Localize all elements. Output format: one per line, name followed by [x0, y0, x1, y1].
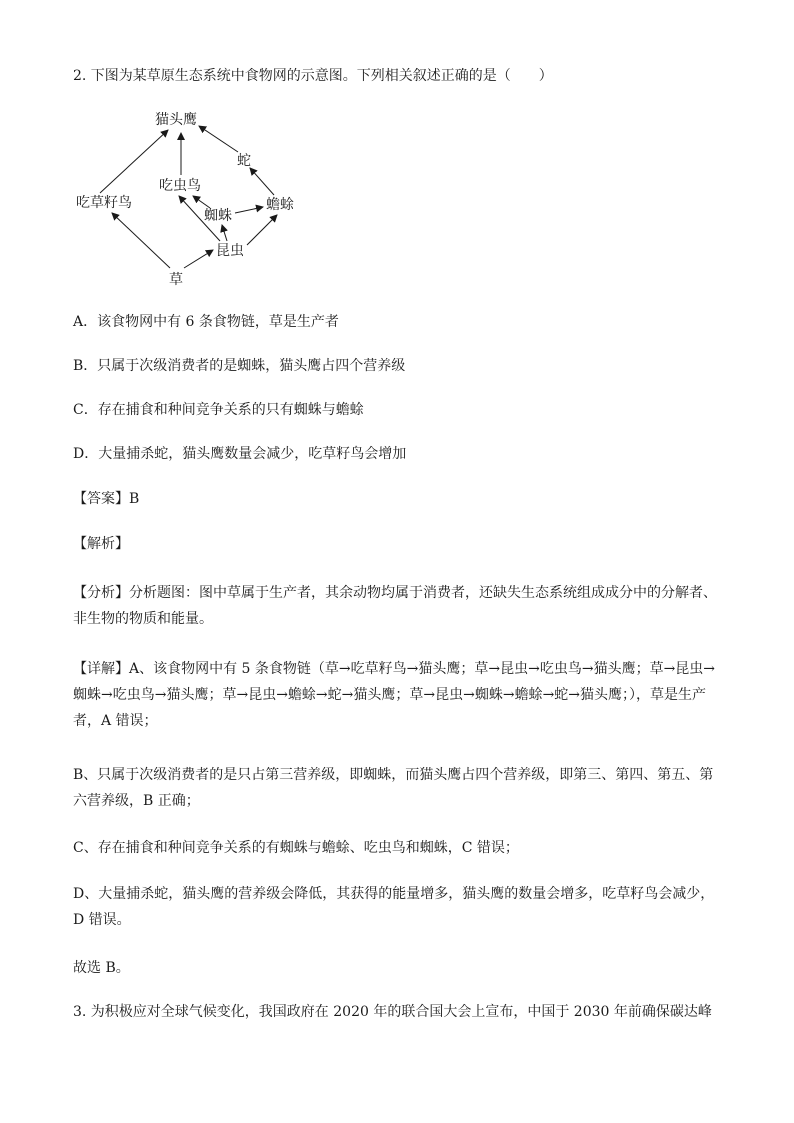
node-insect-bird: 吃虫鸟: [159, 178, 201, 194]
food-web-diagram: [70, 108, 330, 293]
question-3-stem: 3. 为积极应对全球气候变化，我国政府在 2020 年的联合国大会上宣布，中国于 2030 年前确保碳达峰: [73, 1004, 712, 1020]
arrow-grass-to-insect: [184, 250, 213, 268]
node-insect: 昆虫: [216, 243, 244, 259]
arrow-spider-to-insect-bird: [193, 196, 210, 208]
analysis-paragraph: 【分析】分析题图：图中草属于生产者，其余动物均属于消费者，还缺失生态系统组成成分中的分解者、非生物的物质和能量。: [73, 585, 717, 627]
arrow-snake-to-owl: [199, 126, 238, 152]
node-toad: 蟾蜍: [266, 197, 294, 213]
arrow-insect-to-spider: [222, 225, 227, 241]
option-a: A．该食物网中有 6 条食物链，草是生产者: [73, 314, 339, 330]
detail-a: 【详解】A、该食物网中有 5 条食物链（草→吃草籽鸟→猫头鹰；草→昆虫→吃虫鸟→猫头鹰；草→昆虫→蜘蛛→吃虫鸟→猫头鹰；草→昆虫→蟾蜍→蛇→猫头鹰；草→昆虫→蜘蛛→蟾蜍→蛇→猫头鹰；），草是生产者，A 错误；: [73, 661, 716, 729]
conclusion: 故选 B。: [73, 960, 130, 976]
arrow-grass-to-seed-bird: [112, 213, 170, 268]
option-d: D．大量捕杀蛇，猫头鹰数量会减少，吃草籽鸟会增加: [73, 446, 407, 462]
detail-c: C、存在捕食和种间竞争关系的有蜘蛛与蟾蜍、吃虫鸟和蜘蛛，C 错误；: [73, 840, 519, 856]
option-c: C．存在捕食和种间竞争关系的只有蜘蛛与蟾蜍: [73, 402, 364, 418]
question-2-stem: 2. 下图为某草原生态系统中食物网的示意图。下列相关叙述正确的是（ ）: [73, 68, 553, 84]
node-spider: 蜘蛛: [204, 208, 232, 224]
node-seed-bird: 吃草籽鸟: [76, 195, 132, 211]
node-owl: 猫头鹰: [155, 112, 197, 128]
arrow-seed-bird-to-owl: [100, 130, 168, 193]
node-snake: 蛇: [237, 153, 251, 169]
node-grass: 草: [169, 272, 183, 288]
option-b: B．只属于次级消费者的是蜘蛛，猫头鹰占四个营养级: [73, 358, 406, 374]
arrow-toad-to-snake: [250, 168, 274, 195]
detail-b: B、只属于次级消费者的是只占第三营养级，即蜘蛛，而猫头鹰占四个营养级，即第三、第四、第五、第六营养级，B 正确；: [73, 767, 714, 809]
answer-line: 【答案】B: [73, 491, 140, 507]
analysis-title: 【解析】: [73, 536, 129, 552]
detail-d: D、大量捕杀蛇，猫头鹰的营养级会降低，其获得的能量增多，猫头鹰的数量会增多，吃草籽鸟会减少，D 错误。: [73, 886, 715, 928]
arrow-insect-to-toad: [247, 215, 277, 245]
arrow-spider-to-toad: [235, 207, 263, 213]
